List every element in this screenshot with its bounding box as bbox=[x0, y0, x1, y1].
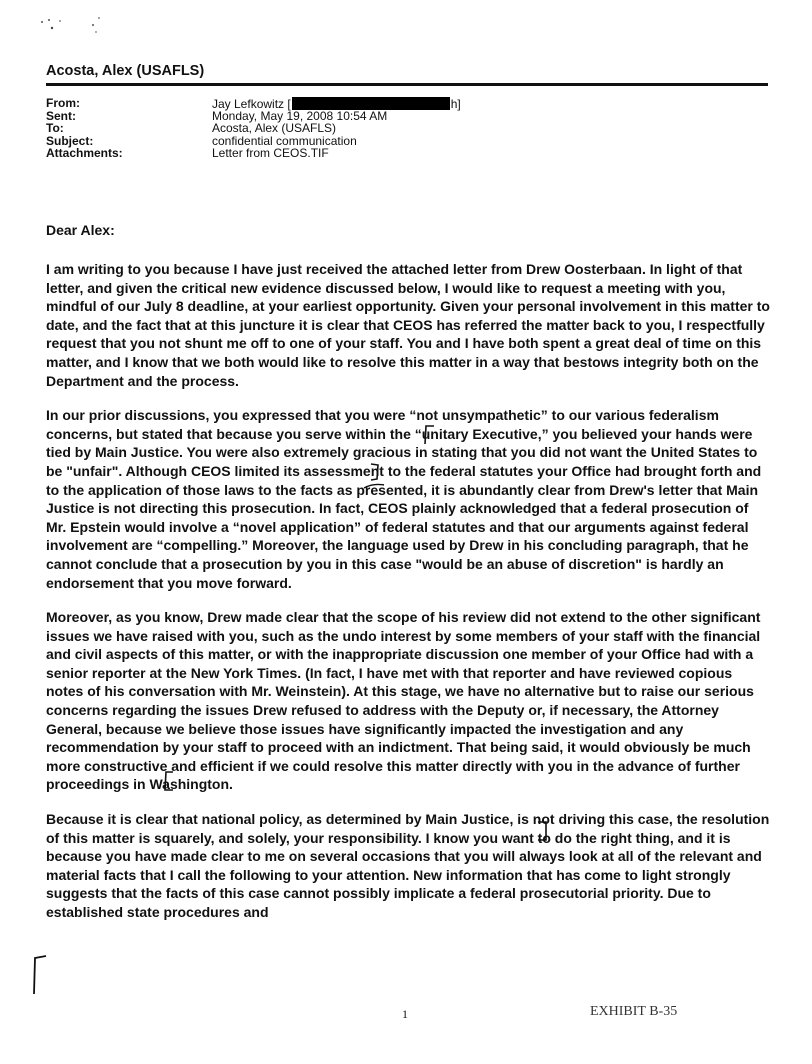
to-value: Acosta, Alex (USAFLS) bbox=[212, 121, 337, 136]
handwritten-bracket-mark bbox=[422, 424, 436, 446]
from-label: From: bbox=[46, 96, 80, 110]
paragraph: Because it is clear that national policy, as determined by Main Justice, is not driving this case, the resolution of this matter is squarely, and solely, your responsibility. I know you want to do the right thing, and it is because you have made clear to me on several occasions that you will always look at all of the relevant and material facts that I call the following to your attention. New information that has come to light strongly suggests that the facts of this case cannot possibly implicate a federal prosecutorial priority. Due to established state procedures and bbox=[46, 811, 770, 920]
header-divider bbox=[46, 83, 768, 86]
email-header-title: Acosta, Alex (USAFLS) bbox=[46, 63, 205, 79]
handwritten-strike-mark bbox=[363, 481, 385, 491]
page-number: 1 bbox=[402, 1007, 408, 1021]
attachments-label: Attachments: bbox=[46, 146, 123, 161]
attachments-row bbox=[46, 147, 646, 160]
handwritten-margin-bracket bbox=[30, 954, 48, 996]
scan-artifact bbox=[38, 14, 108, 38]
attachments-value: Letter from CEOS.TIF bbox=[212, 146, 329, 161]
salutation: Dear Alex: bbox=[46, 222, 115, 238]
subject-row bbox=[46, 135, 646, 148]
paragraph: In our prior discussions, you expressed that you were “not unsympathetic” to our various federalism concerns, but stated that because you serve within the “unitary Executive,” you believed your hands were tied by Main Justice. You were also extremely gracious in stating that you did not want the United States to be "unfair". Although CEOS limited its assessment to the federal statutes your Office had brought forth and to the application of those laws to the facts as presented, it is abundantly clear from Drew's letter that Main Justice is not directing this prosecution. In fact, CEOS plainly acknowledged that a federal prosecution of Mr. Epstein would involve a “novel application” of federal statutes and that our arguments against federal involvement are “compelling.” Moreover, the language used by Drew in his concluding paragraph, that he cannot conclude that a prosecution by you in this case "would be an abuse of discretion" is hardly an endorsement that you move forward. bbox=[46, 407, 762, 591]
paragraph: I am writing to you because I have just received the attached letter from Drew Oosterbaan. In light of that letter, and given the critical new evidence discussed below, I would like to request a meeting with you, mindful of our July 8 deadline, at your earliest opportunity. Given your personal involvement in this matter to date, and the fact that at this juncture it is clear that CEOS has referred the matter back to you, I respectfully request that you not shunt me off to one of your staff. You and I have both spent a great deal of time on this matter, and I know that we both would like to resolve this matter in a way that bestows integrity both on the Department and the process. bbox=[46, 261, 770, 389]
handwritten-bracket-mark bbox=[163, 770, 175, 792]
subject-value: confidential communication bbox=[212, 133, 357, 148]
paragraph: Moreover, as you know, Drew made clear that the scope of his review did not extend to the other significant issues we have raised with you, such as the undo interest by some members of your staff with the financial and civil aspects of this matter, or with the inappropriate discussion one member of your Office had with a senior reporter at the New York Times. (In fact, I have met with that reporter and have reviewed copious notes of his conversation with Mr. Weinstein). At this stage, we have no alternative but to raise our serious concerns regarding the issues Drew refused to address with the Deputy or, if necessary, the Attorney General, because we believe those issues have significantly impacted the investigation and any recommendation by your staff to proceed with an indictment. That being said, it would obviously be much more constructive and efficient if we could resolve this matter directly with you in the advance of further proceedings in Washington. bbox=[46, 609, 761, 793]
subject-label: Subject: bbox=[46, 133, 94, 148]
letter-body bbox=[46, 260, 770, 938]
sent-row bbox=[46, 110, 646, 123]
sent-value: Monday, May 19, 2008 10:54 AM bbox=[212, 108, 388, 123]
from-value-suffix: h] bbox=[450, 97, 461, 111]
from-row bbox=[46, 97, 646, 110]
to-label: To: bbox=[46, 121, 64, 136]
exhibit-label: EXHIBIT B-35 bbox=[590, 1004, 678, 1019]
handwritten-bracket-mark bbox=[536, 820, 548, 842]
to-row bbox=[46, 122, 646, 135]
email-metadata bbox=[46, 97, 646, 160]
from-value-prefix: Jay Lefkowitz [ bbox=[212, 97, 291, 111]
sent-label: Sent: bbox=[46, 108, 76, 123]
handwritten-bracket-mark bbox=[370, 462, 380, 482]
